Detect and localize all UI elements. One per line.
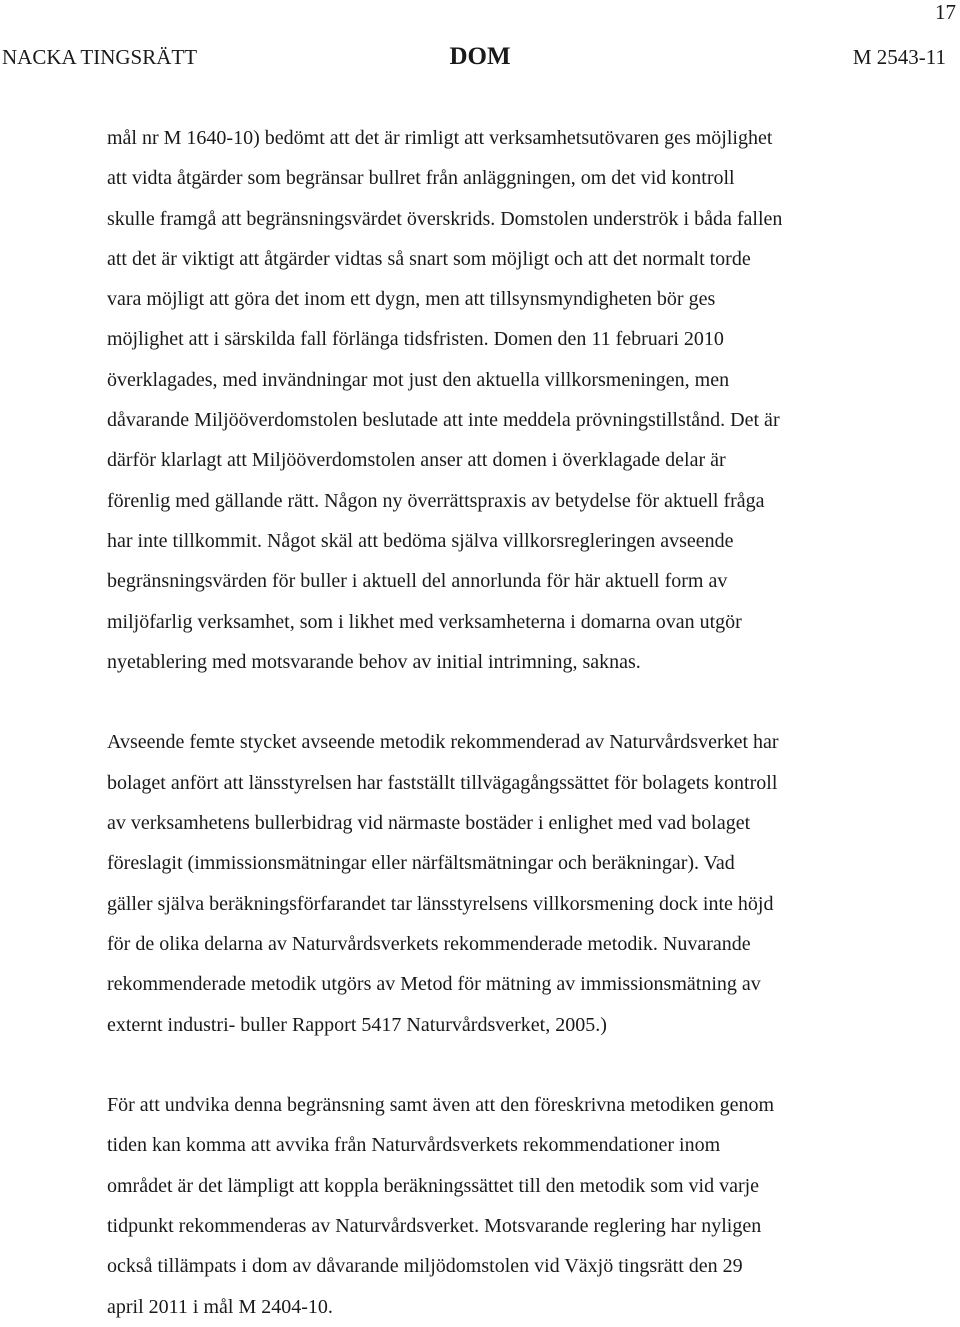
page-number: 17: [935, 0, 956, 24]
paragraph-1: mål nr M 1640-10) bedömt att det är rimligt att verksamhetsutövaren ges möjlighet att vidta åtgärder som begränsar bullret från anläggningen, om det vid kontroll skulle framgå att begränsningsvärdet överskrids. Domstolen underströk i båda fallen att det är viktigt att åtgärder vidtas så snart som möjligt och att det normalt torde vara möjligt att göra det inom ett dygn, men att tillsynsmyndigheten bör ges möjlighet att i särskilda fall förlänga tidsfristen. Domen den 11 februari 2010 överklagades, med invändningar mot just den aktuella villkorsmeningen, men dåvarande Miljööverdomstolen beslutade att inte meddela prövningstillstånd. Det är därför klarlagt att Miljööverdomstolen anser att domen i överklagade delar är förenlig med gällande rätt. Någon ny överrättspraxis av betydelse för aktuell fråga har inte tillkommit. Något skäl att bedöma själva villkorsregleringen avseende begränsningsvärden för buller i aktuell del annorlunda för här aktuell form av miljöfarlig verksamhet, som i likhet med verksamheterna i domarna ovan utgör nyetablering med motsvarande behov av initial intrimning, saknas.: [107, 127, 783, 673]
paragraph-2: Avseende femte stycket avseende metodik rekommenderad av Naturvårdsverket har bolaget anfört att länsstyrelsen har fastställt tillvägagångssättet för bolagets kontroll av verksamhetens bullerbidrag vid närmaste bostäder i enlighet med vad bolaget föreslagit (immissionsmätningar eller närfältsmätningar och beräkningar). Vad gäller själva beräkningsförfarandet tar länsstyrelsens villkorsmening dock inte höjd för de olika delarna av Naturvårdsverkets rekommenderade metodik. Nuvarande rekommenderade metodik utgörs av Metod för mätning av immissionsmätning av externt industri- buller Rapport 5417 Naturvårdsverket, 2005.): [107, 731, 779, 1036]
case-number: M 2543-11: [852, 45, 946, 69]
document-body: [107, 118, 907, 1327]
document-type: DOM: [449, 43, 511, 70]
paragraph-3: För att undvika denna begränsning samt även att den föreskrivna metodiken genom tiden kan komma att avvika från Naturvårdsverkets rekommendationer inom området är det lämpligt att koppla beräkningssättet till den metodik som vid varje tidpunkt rekommenderas av Naturvårdsverket. Motsvarande reglering har nyligen också tillämpats i dom av dåvarande miljödomstolen vid Växjö tingsrätt den 29 april 2011 i mål M 2404-10.: [107, 1094, 775, 1318]
court-name: NACKA TINGSRÄTT: [2, 45, 198, 69]
page-header: [0, 42, 960, 72]
